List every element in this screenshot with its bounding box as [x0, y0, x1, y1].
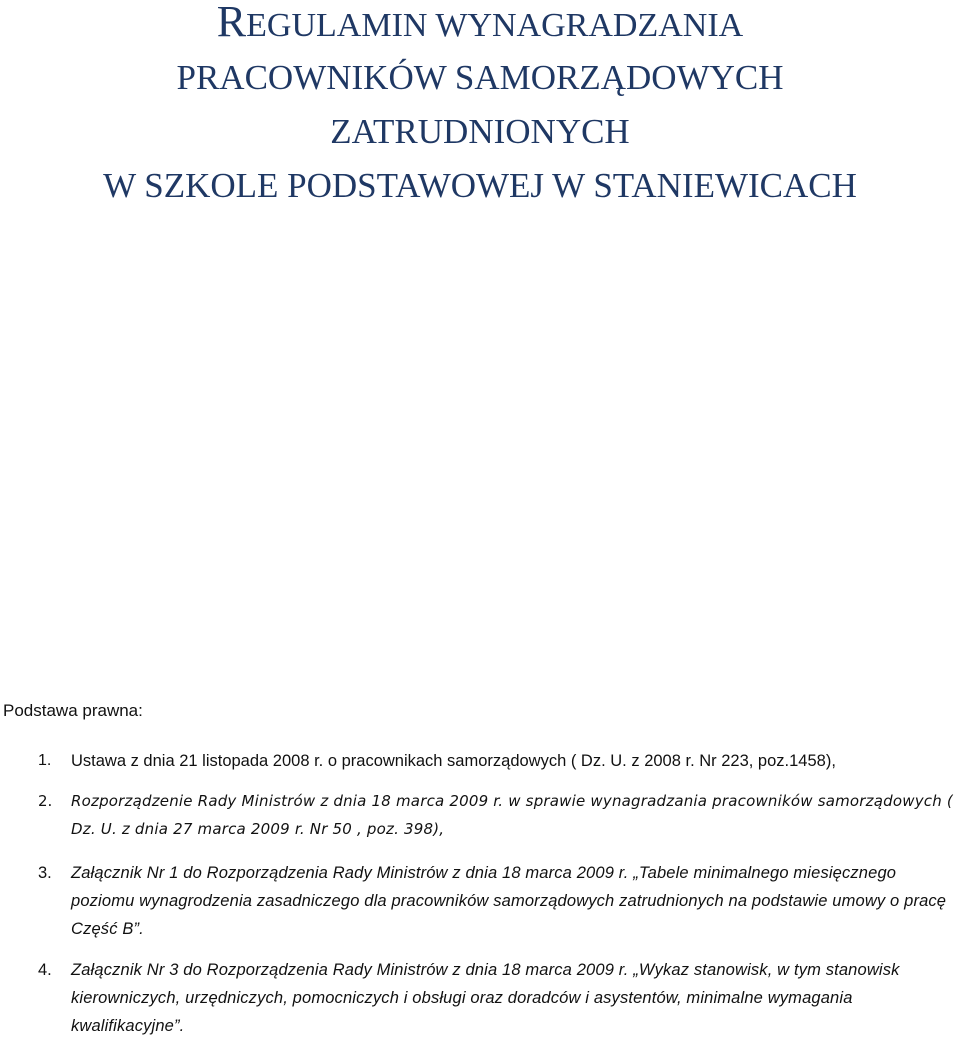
list-item-text: Ustawa z dnia 21 listopada 2008 r. o pracownikach samorządowych ( Dz. U. z 2008 r. Nr 223, poz.1458),: [71, 752, 836, 770]
list-item-number: 2.: [38, 792, 53, 810]
list-item-text: Załącznik Nr 1 do Rozporządzenia Rady Ministrów z dnia 18 marca 2009 r. „Tabele minimalnego miesięcznego poziomu wynagrodzenia zasadniczego dla pracowników samorządowych zatrudnionych na podstawie umowy o pracę Część B”.: [71, 864, 947, 938]
title-line-4: W SZKOLE PODSTAWOWEJ W STANIEWICACH: [103, 166, 857, 205]
list-item-number: 4.: [38, 961, 52, 979]
list-item-text: Rozporządzenie Rady Ministrów z dnia 18 marca 2009 r. w sprawie wynagradzania pracowników samorządowych ( Dz. U. z dnia 27 marca 2009 r. Nr 50 , poz. 398),: [71, 792, 953, 838]
title-line-1: [0, 2, 960, 46]
title-line-1-text: EGULAMIN WYNAGRADZANIA: [246, 7, 744, 44]
list-item-text: Załącznik Nr 3 do Rozporządzenia Rady Ministrów z dnia 18 marca 2009 r. „Wykaz stanowisk, w tym stanowisk kierowniczych, urzędniczych, pomocniczych i obsługi oraz doradców i asystentów, minimalne wymagania kwalifikacyjne”.: [71, 961, 900, 1035]
title-line-2: PRACOWNIKÓW SAMORZĄDOWYCH: [176, 58, 784, 97]
legal-basis-label: Podstawa prawna:: [3, 701, 143, 720]
list-item-number: 3.: [38, 864, 52, 882]
title-initial-letter: R: [216, 0, 247, 46]
title-line-3: ZATRUDNIONYCH: [330, 112, 630, 151]
list-item-number: 1.: [38, 752, 52, 769]
